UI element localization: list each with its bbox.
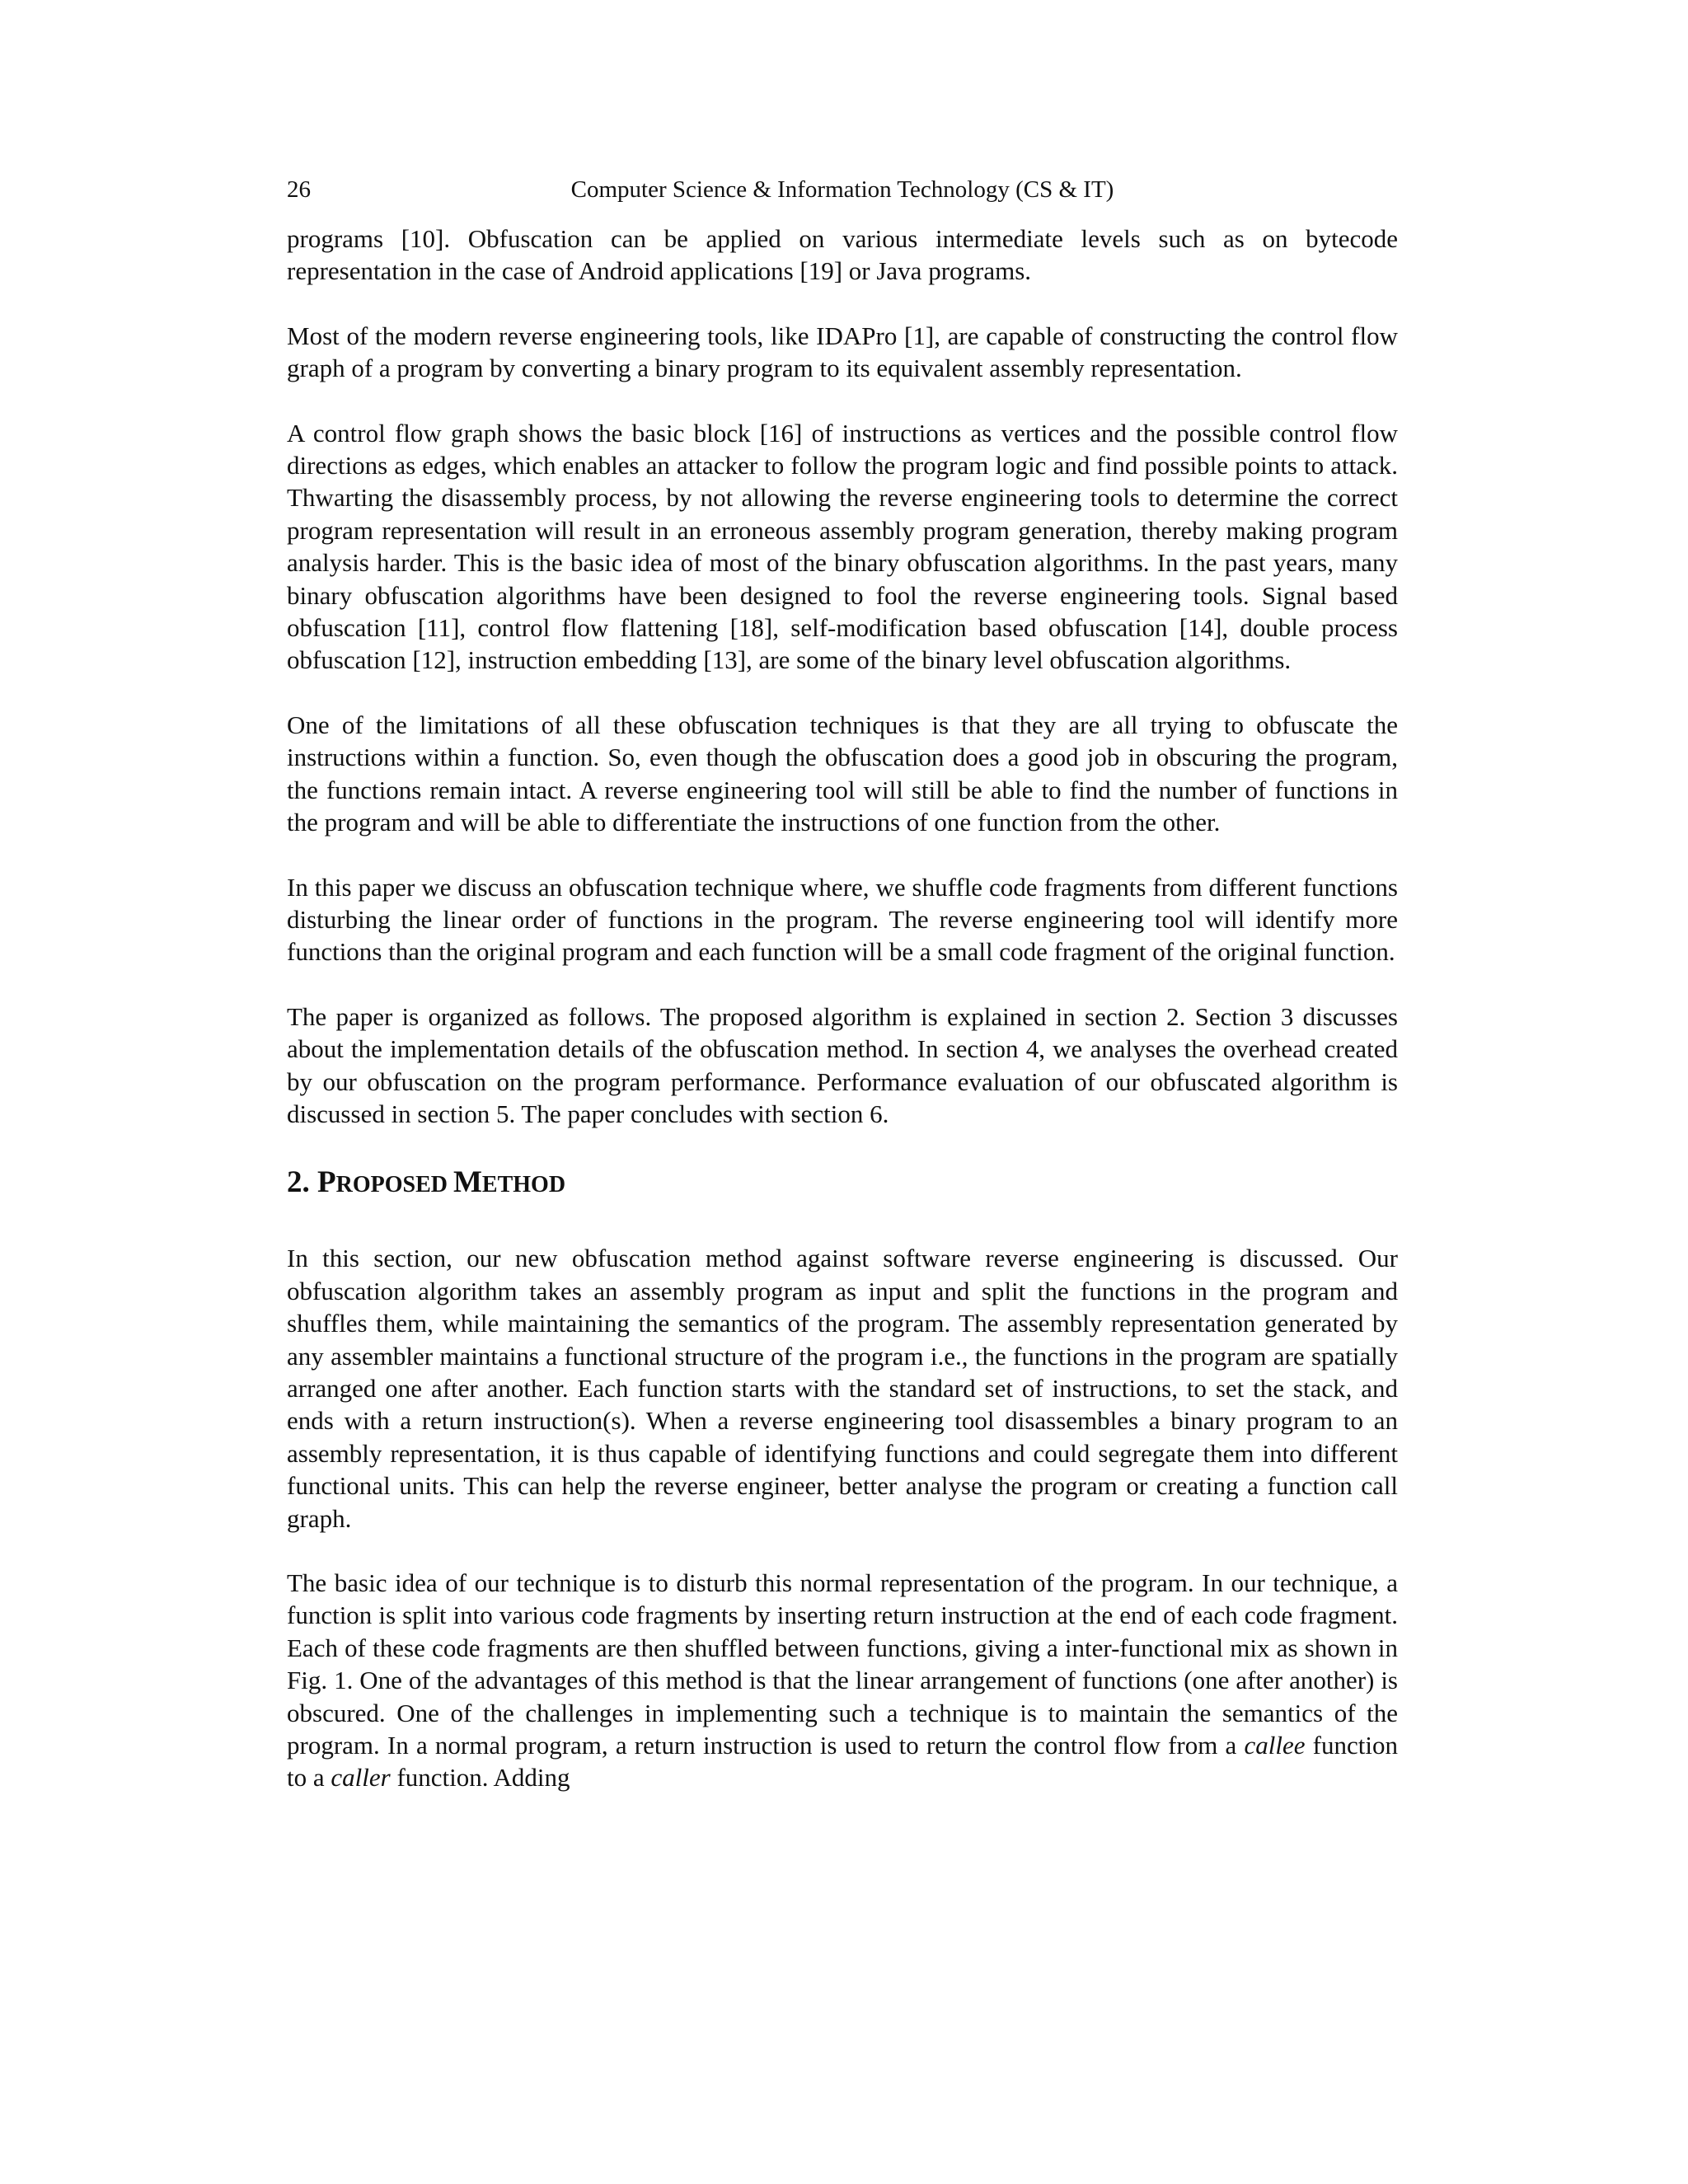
section-number: 2. (287, 1165, 317, 1200)
paper-page (287, 173, 1398, 1794)
heading-cap-m: M (452, 1165, 482, 1200)
page-number: 26 (287, 176, 311, 203)
paragraph-section2-intro: In this section, our new obfuscation method against software reverse engineering is discussed. Our obfuscation algorithm takes an assembly program as input and split the functions in the program and shuffles them, while maintaining the semantics of the program. The assembly representation generated by any assembler maintains a functional structure of the program i.e., the functions in the program are spatially arranged one after another. Each function starts with the standard set of instructions, to set the stack, and ends with a return instruction(s). When a reverse engineering tool disassembles a binary program to an assembly representation, it is thus capable of identifying functions and could segregate them into different functional units. This can help the reverse engineer, better analyse the program or creating a function call graph. (287, 1244, 1398, 1533)
paragraph-intro-continued: programs [10]. Obfuscation can be applied on various intermediate levels such as on bytecode representation in the case of Android applications [19] or Java programs. (287, 224, 1398, 286)
heading-cap-p: P (317, 1165, 336, 1200)
paragraph-this-paper: In this paper we discuss an obfuscation technique where, we shuffle code fragments from different functions disturbing the linear order of functions in the program. The reverse engineering tool will identify more functions than the original program and each function will be a small code fragment of the original function. (287, 872, 1398, 967)
basic-idea-text-1: The basic idea of our technique is to disturb this normal representation of the program. In our technique, a function is split into various code fragments by inserting return instruction at the end of each code fragment. Each of these code fragments are then shuffled between functions, giving a inter-functional mix as shown in Fig. 1. One of the advantages of this method is that the linear arrangement of functions (one after another) is obscured. One of the challenges in implementing such a technique is to maintain the semantics of the program. In a normal program, a return instruction is used to return the control flow from a (287, 1568, 1398, 1760)
basic-idea-text-3: function. Adding (390, 1763, 570, 1793)
term-callee: callee (1244, 1731, 1306, 1760)
basic-idea-text-2: function to a (287, 1731, 1398, 1793)
paragraph-basic-idea (287, 1567, 1398, 1794)
paragraph-limitations: One of the limitations of all these obfuscation techniques is that they are all trying to obfuscate the instructions within a function. So, even though the obfuscation does a good job in obscuring the program, the functions remain intact. A reverse engineering tool will still be able to find the number of functions in the program and will be able to differentiate the instructions of one function from the other. (287, 710, 1398, 837)
journal-title: Computer Science & Information Technology (CS & IT) (570, 176, 1114, 203)
heading-smallcaps-roposed: ROPOSED (335, 1172, 453, 1198)
paragraph-control-flow-graph: A control flow graph shows the basic block [16] of instructions as vertices and the possible control flow directions as edges, which enables an attacker to follow the program logic and find possible points to attack. Thwarting the disassembly process, by not allowing the reverse engineering tools to determine the correct program representation will result in an erroneous assembly program generation, thereby making program analysis harder. This is the basic idea of most of the binary obfuscation algorithms. In the past years, many binary obfuscation algorithms have been designed to fool the reverse engineering tools. Signal based obfuscation [11], control flow flattening [18], self-modification based obfuscation [14], double process obfuscation [12], instruction embedding [13], are some of the binary level obfuscation algorithms. (287, 418, 1398, 675)
term-caller: caller (331, 1763, 391, 1793)
paragraph-reverse-engineering-tools: Most of the modern reverse engineering tools, like IDAPro [1], are capable of constructing the control flow graph of a program by converting a binary program to its equivalent assembly representation. (287, 321, 1398, 383)
heading-smallcaps-ethod: ETHOD (481, 1172, 566, 1198)
paragraph-organization: The paper is organized as follows. The proposed algorithm is explained in section 2. Section 3 discusses about the implementation details of the obfuscation method. In section 4, we analyses the overhead created by our obfuscation on the program performance. Performance evaluation of our obfuscated algorithm is discussed in section 5. The paper concludes with section 6. (287, 1001, 1398, 1128)
section-heading-proposed-method (287, 1162, 1398, 1206)
running-header (287, 173, 1398, 206)
